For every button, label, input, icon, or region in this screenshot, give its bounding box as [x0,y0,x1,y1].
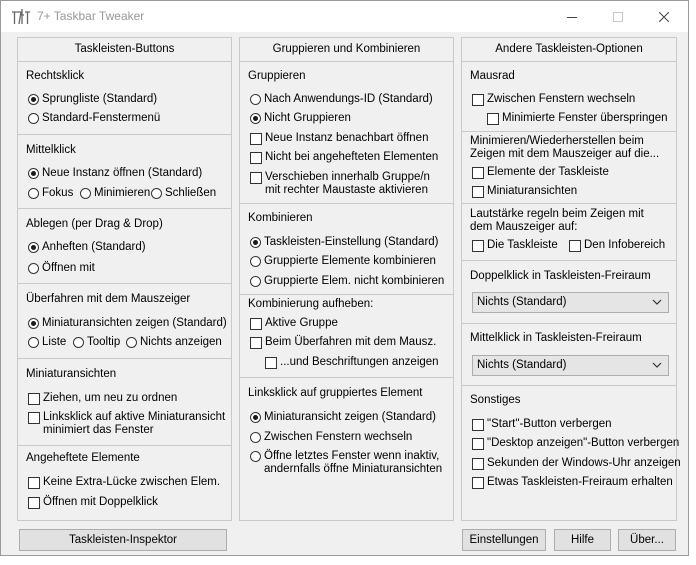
section-label-kombinierung-aufheben: Kombinierung aufheben: [248,298,374,310]
radio-indicator[interactable] [28,188,39,199]
divider [18,283,231,284]
chevron-down-icon [652,359,662,371]
section-label-lautstaerke-l1: Lautstärke regeln beim Zeigen mit [470,208,644,220]
radio-oeffne-letztes-fenster[interactable]: Öffne letztes Fenster wenn inaktiv, andernfalls öffne Miniaturansichten [250,450,442,476]
section-label-mittelklick: Mittelklick [26,144,76,156]
checkbox-sekunden-uhr[interactable]: Sekunden der Windows-Uhr anzeigen [472,457,681,470]
divider [462,260,676,261]
chevron-down-icon [652,296,662,308]
checkbox-box[interactable] [28,477,40,489]
checkbox-start-button-verbergen[interactable]: "Start"-Button verbergen [472,418,612,431]
section-label-minimieren-l2: Zeigen mit dem Mauszeiger auf die... [470,148,660,160]
radio-indicator[interactable] [250,276,261,287]
checkbox-box[interactable] [250,152,262,164]
title-bar[interactable] [1,1,688,32]
radio-gruppierte-nicht-kombinieren[interactable]: Gruppierte Elem. nicht kombinieren [250,275,444,288]
checkbox-beschriftungen-anzeigen[interactable]: ...und Beschriftungen anzeigen [265,356,439,369]
minimize-icon [567,12,577,22]
radio-indicator[interactable] [250,451,261,462]
checkbox-box[interactable] [250,133,262,145]
checkbox-box[interactable] [472,419,484,431]
checkbox-oeffnen-doppelklick[interactable]: Öffnen mit Doppelklick [28,496,158,509]
ueber-button[interactable]: Über... [618,529,676,551]
divider [240,203,453,204]
checkbox-elemente-taskleiste[interactable]: Elemente der Taskleiste [472,166,609,179]
checkbox-taskleisten-freiraum[interactable]: Etwas Taskleisten-Freiraum erhalten [472,476,673,489]
group-title: Taskleisten-Buttons [74,43,175,55]
radio-minimieren[interactable]: Minimieren [80,187,150,200]
group-andere-optionen [461,37,681,521]
radio-oeffnen-mit[interactable]: Öffnen mit [28,262,95,275]
group-title: Gruppieren und Kombinieren [272,43,421,55]
checkbox-box[interactable] [265,357,277,369]
maximize-button[interactable] [595,1,641,32]
checkbox-den-infobereich[interactable]: Den Infobereich [569,239,665,252]
checkbox-box[interactable] [250,337,262,349]
checkbox-die-taskleiste[interactable]: Die Taskleiste [472,239,558,252]
maximize-icon [613,12,623,22]
radio-fokus[interactable]: Fokus [28,187,73,200]
minimize-button[interactable] [549,1,595,32]
window-title: 7+ Taskbar Tweaker [37,9,145,23]
section-label-linksklick: Linksklick auf gruppiertes Element [248,387,423,399]
radio-indicator[interactable] [250,432,261,443]
radio-indicator[interactable] [73,337,84,348]
divider [240,294,453,295]
radio-liste[interactable]: Liste [28,336,66,349]
radio-indicator[interactable] [28,94,39,105]
close-button[interactable] [641,1,687,32]
checkbox-ziehen[interactable]: Ziehen, um neu zu ordnen [28,392,177,405]
radio-taskleisten-einstellung[interactable]: Taskleisten-Einstellung (Standard) [250,236,439,249]
doppelklick-select[interactable] [472,292,669,313]
section-label-doppelklick: Doppelklick in Taskleisten-Freiraum [470,270,651,282]
section-label-sonstiges: Sonstiges [470,394,521,406]
radio-miniaturansicht-zeigen[interactable]: Miniaturansicht zeigen (Standard) [250,411,436,424]
checkbox-neue-instanz-benachbart[interactable]: Neue Instanz benachbart öffnen [250,132,428,145]
radio-sprungliste[interactable]: Sprungliste (Standard) [28,93,157,106]
radio-anheften[interactable]: Anheften (Standard) [28,241,146,254]
radio-neue-instanz[interactable]: Neue Instanz öffnen (Standard) [28,167,202,180]
divider [462,323,676,324]
checkbox-verschieben-innerhalb[interactable]: Verschieben innerhalb Gruppe/n mit rechter Maustaste aktivieren [250,171,430,197]
radio-indicator[interactable] [126,337,137,348]
select-value: Nichts (Standard) [477,296,567,308]
section-label-ueberfahren: Überfahren mit dem Mauszeiger [26,293,191,305]
divider [18,445,231,446]
checkbox-box[interactable] [250,172,262,184]
checkbox-minimierte-ueberspringen[interactable]: Minimierte Fenster überspringen [487,112,668,125]
checkbox-box[interactable] [28,497,40,509]
checkbox-box[interactable] [472,186,484,198]
divider [18,61,231,62]
radio-tooltip[interactable]: Tooltip [73,336,120,349]
radio-nicht-gruppieren[interactable]: Nicht Gruppieren [250,112,351,125]
radio-indicator[interactable] [250,237,261,248]
radio-nichts-anzeigen[interactable]: Nichts anzeigen [126,336,222,349]
checkbox-box[interactable] [472,477,484,489]
checkbox-box[interactable] [472,438,484,450]
group-title: Andere Taskleisten-Optionen [495,43,643,55]
radio-indicator[interactable] [250,256,261,267]
divider [462,203,676,204]
checkbox-box[interactable] [487,113,499,125]
section-label-mausrad: Mausrad [470,70,515,82]
checkbox-aktive-gruppe[interactable]: Aktive Gruppe [250,317,338,330]
section-label-mittelklick: Mittelklick in Taskleisten-Freiraum [470,332,642,344]
section-label-gruppieren: Gruppieren [248,70,306,82]
radio-indicator[interactable] [28,113,39,124]
checkbox-keine-extra-luecke[interactable]: Keine Extra-Lücke zwischen Elem. [28,476,220,489]
radio-miniaturansichten-zeigen[interactable]: Miniaturansichten zeigen (Standard) [28,317,227,330]
divider [240,61,453,62]
section-label-kombinieren: Kombinieren [248,212,313,224]
section-label-angeheftete: Angeheftete Elemente [26,452,140,464]
checkbox-beim-ueberfahren[interactable]: Beim Überfahren mit dem Mausz. [250,336,436,349]
divider [18,358,231,359]
checkbox-zwischen-fenstern-wechseln[interactable]: Zwischen Fenstern wechseln [472,93,635,106]
mittelklick-select[interactable] [472,355,669,376]
radio-indicator[interactable] [151,188,162,199]
radio-indicator[interactable] [28,263,39,274]
radio-nach-anwendungs-id[interactable]: Nach Anwendungs-ID (Standard) [250,93,433,106]
checkbox-box[interactable] [28,412,40,424]
checkbox-linksklick-aktive[interactable]: Linksklick auf aktive Miniaturansicht minimiert das Fenster [28,411,225,437]
radio-indicator[interactable] [28,318,39,329]
checkbox-miniaturansichten[interactable]: Miniaturansichten [472,185,577,198]
radio-indicator[interactable] [28,337,39,348]
divider [18,208,231,209]
radio-indicator[interactable] [250,94,261,105]
einstellungen-button[interactable]: Einstellungen [462,529,546,551]
divider [240,377,453,378]
radio-indicator[interactable] [250,113,261,124]
hilfe-button[interactable]: Hilfe [554,529,611,551]
divider [462,61,676,62]
section-label-minimieren-l1: Minimieren/Wiederherstellen beim [470,135,644,147]
radio-indicator[interactable] [80,188,91,199]
group-taskleisten-buttons [17,37,232,521]
radio-schliessen[interactable]: Schließen [151,187,216,200]
radio-standard-fenstermenu[interactable]: Standard-Fenstermenü [28,112,160,125]
checkbox-box[interactable] [250,318,262,330]
checkbox-desktop-anzeigen-verbergen[interactable]: "Desktop anzeigen"-Button verbergen [472,437,679,450]
divider [462,385,676,386]
radio-gruppierte-kombinieren[interactable]: Gruppierte Elemente kombinieren [250,255,436,268]
app-icon [11,8,31,26]
divider [18,134,231,135]
section-label-miniaturansichten: Miniaturansichten [26,368,117,380]
select-value: Nichts (Standard) [477,359,567,371]
section-label-ablegen: Ablegen (per Drag & Drop) [26,218,163,230]
taskleisten-inspektor-button[interactable]: Taskleisten-Inspektor [19,529,227,551]
radio-indicator[interactable] [250,412,261,423]
checkbox-box[interactable] [472,458,484,470]
radio-indicator[interactable] [28,168,39,179]
section-label-rechtsklick: Rechtsklick [26,70,85,82]
checkbox-nicht-bei-angehefteten[interactable]: Nicht bei angehefteten Elementen [250,151,438,164]
checkbox-box[interactable] [472,240,484,252]
radio-indicator[interactable] [28,242,39,253]
section-label-lautstaerke-l2: dem Mauszeiger auf: [470,221,578,233]
checkbox-box[interactable] [472,94,484,106]
group-gruppieren-kombinieren [239,37,454,521]
checkbox-box[interactable] [28,393,40,405]
checkbox-box[interactable] [472,167,484,179]
divider [462,131,676,132]
checkbox-box[interactable] [569,240,581,252]
close-icon [659,12,669,22]
radio-zwischen-fenstern[interactable]: Zwischen Fenstern wechseln [250,431,412,444]
